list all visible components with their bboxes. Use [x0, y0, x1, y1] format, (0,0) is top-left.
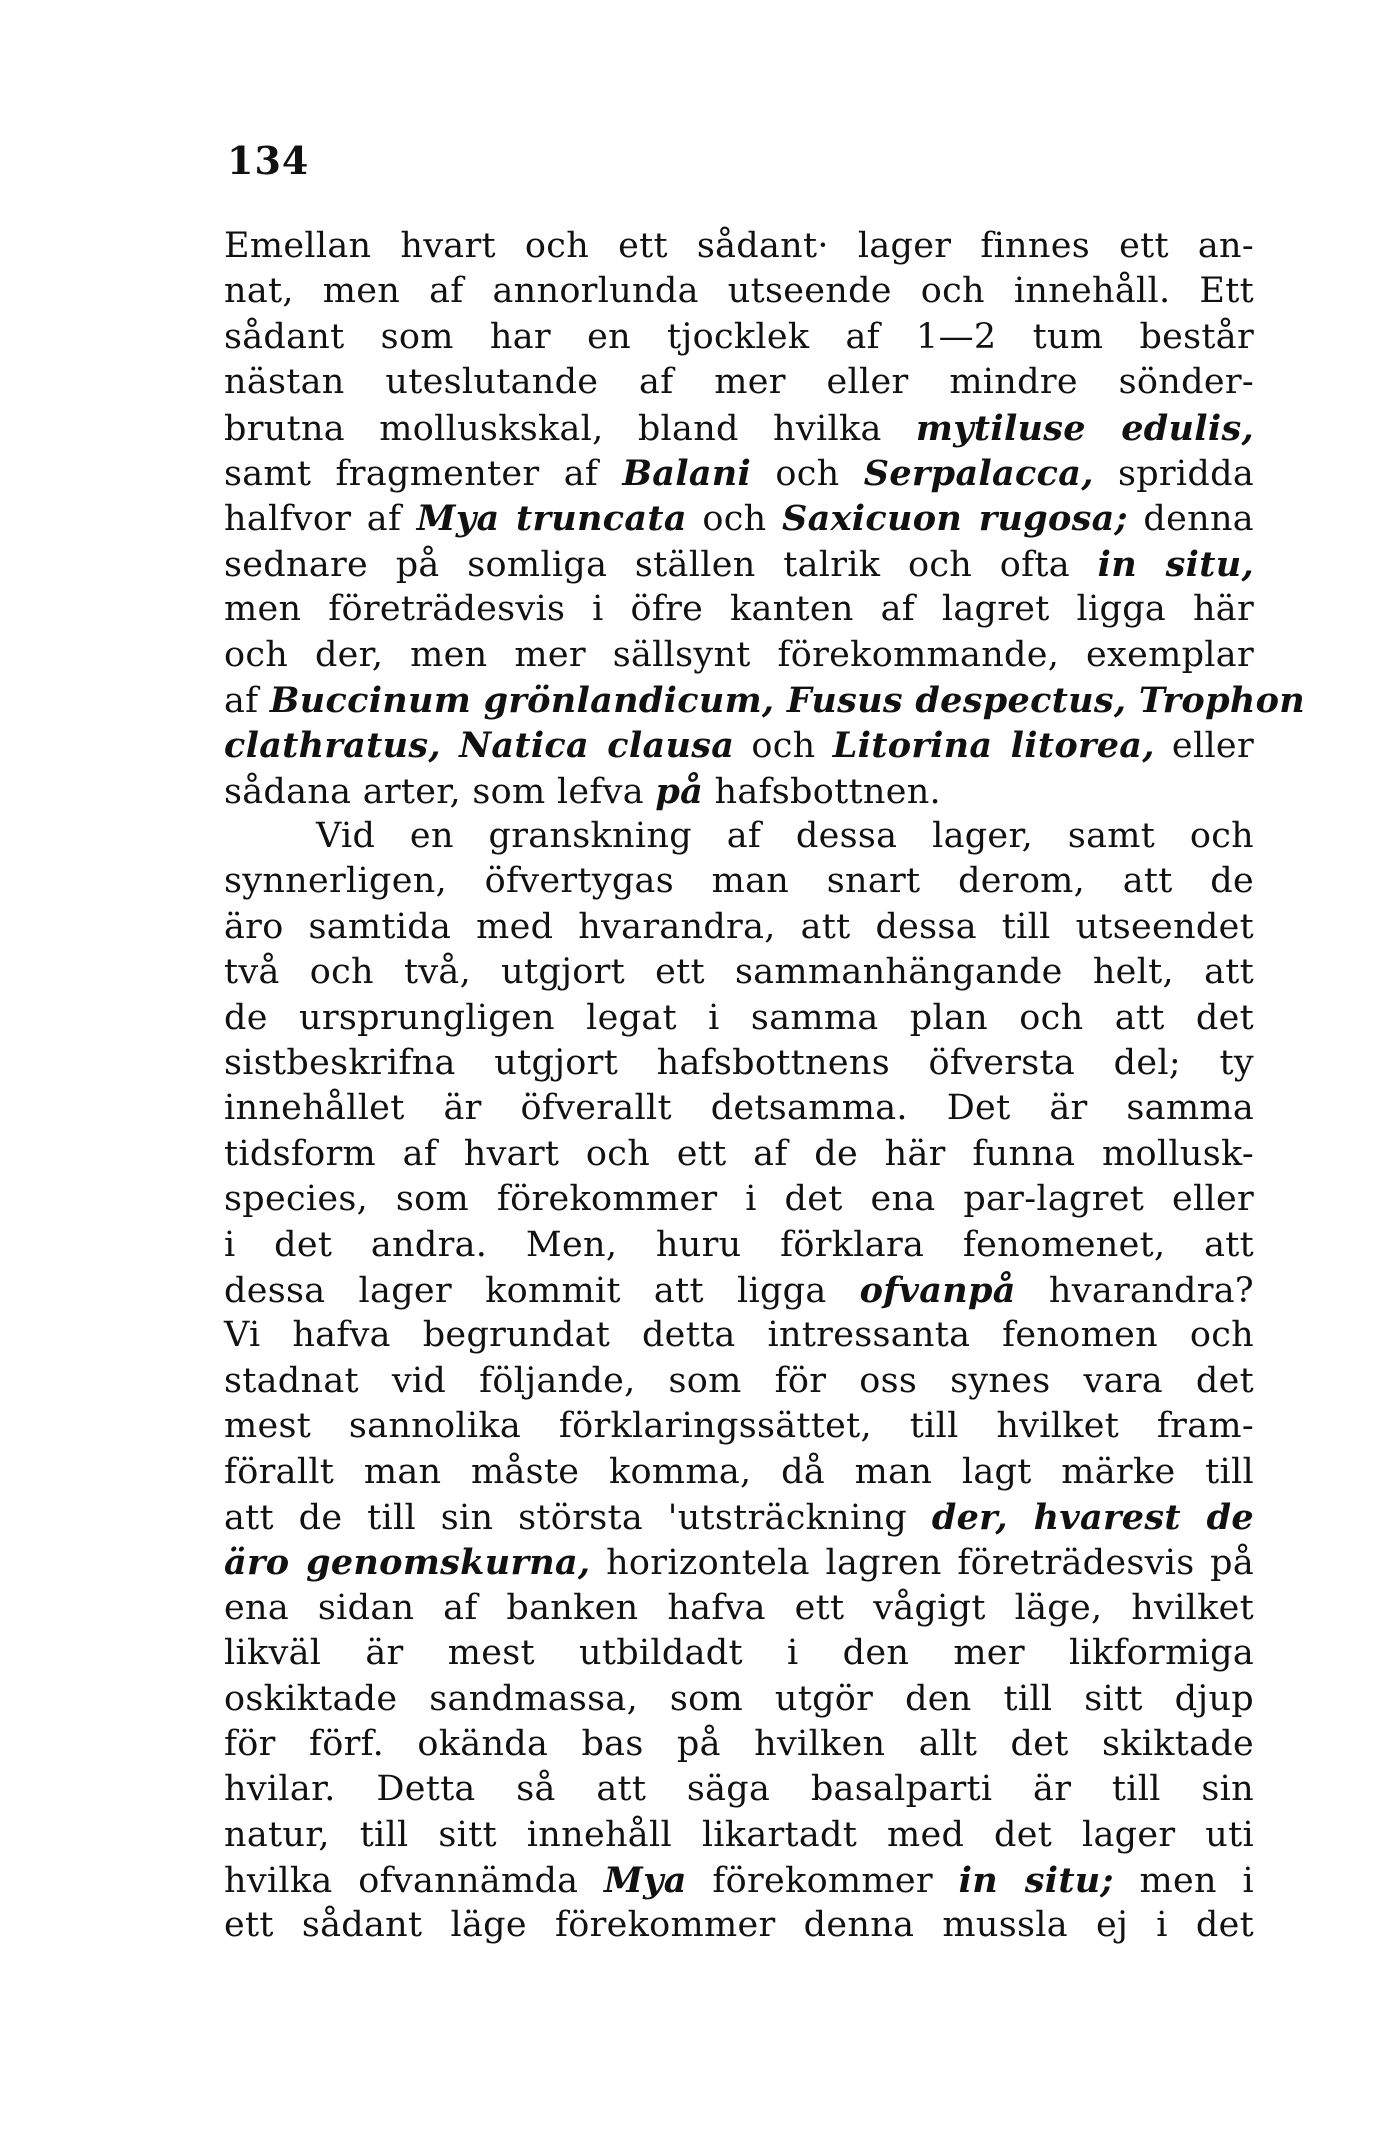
- text-line: [224, 1359, 1254, 1404]
- text-span: hafsbottnen.: [703, 771, 941, 812]
- text-span: samt fragmenter af: [224, 453, 623, 494]
- text-span: hvilka ofvannämda: [224, 1861, 605, 1902]
- italic-text: på: [655, 770, 704, 812]
- italic-text: in situ;: [958, 1860, 1114, 1902]
- italic-text: Buccinum grönlandicum, Fusus despectus, Trophon: [269, 679, 1305, 721]
- italic-text: der, hvarest de: [931, 1496, 1254, 1538]
- text-span: förallt man måste komma, då man lagt märke till: [224, 1451, 1254, 1492]
- text-line: [224, 587, 1254, 632]
- text-span: likväl är mest utbildadt i den mer likformiga: [224, 1633, 1254, 1674]
- text-span: hvilar. Detta så att säga basalparti är till sin: [224, 1769, 1254, 1810]
- text-span: ett sådant läge förekommer denna mussla ej i det: [224, 1905, 1254, 1946]
- text-span: stadnat vid följande, som för oss synes vara det: [224, 1360, 1254, 1401]
- text-span: och: [734, 726, 833, 767]
- text-span: af: [224, 680, 270, 721]
- text-line: [224, 224, 1254, 269]
- text-span: men företrädesvis i öfre kanten af lagret ligga här: [224, 589, 1254, 630]
- text-line: [224, 269, 1254, 314]
- text-span: för förf. okända bas på hvilken allt det skiktade: [224, 1723, 1254, 1764]
- text-span: mest sannolika förklaringssättet, till hvilket fram-: [224, 1406, 1254, 1447]
- text-span: sednare på somliga ställen talrik och ofta: [224, 544, 1098, 585]
- text-span: sistbeskrifna utgjort hafsbottnens öfversta del; ty: [224, 1043, 1254, 1084]
- text-span: sådant som har en tjocklek af 1—2 tum består: [224, 316, 1254, 357]
- text-span: nat, men af annorlunda utseende och innehåll. Ett: [224, 271, 1254, 312]
- italic-text: Litorina litorea,: [832, 725, 1155, 767]
- text-span: species, som förekommer i det ena par-lagret eller: [224, 1179, 1254, 1220]
- text-span: natur, till sitt innehåll likartadt med det lager uti: [224, 1814, 1254, 1855]
- text-line: [224, 1495, 1254, 1540]
- text-span: de ursprungligen legat i samma plan och att det: [224, 997, 1254, 1038]
- text-span: och: [686, 499, 783, 540]
- text-span: ena sidan af banken hafva ett vågigt läge, hvilket: [224, 1587, 1254, 1628]
- text-line: [224, 1041, 1254, 1086]
- text-span: halfvor af: [224, 499, 417, 540]
- text-span: synnerligen, öfvertygas man snart derom, att de: [224, 861, 1254, 902]
- text-span: denna: [1127, 499, 1254, 540]
- text-line: [224, 950, 1254, 995]
- text-span: i det andra. Men, huru förklara fenomenet, att: [224, 1224, 1254, 1265]
- text-line: [224, 542, 1254, 587]
- text-span: Vid en granskning af dessa lager, samt och: [316, 816, 1254, 857]
- text-line: [224, 905, 1254, 950]
- text-line: [224, 859, 1254, 904]
- text-span: två och två, utgjort ett sammanhängande helt, att: [224, 952, 1254, 993]
- text-line: [224, 1586, 1254, 1631]
- italic-text: ofvanpå: [859, 1269, 1016, 1311]
- text-span: innehållet är öfverallt detsamma. Det är samma: [224, 1088, 1254, 1129]
- text-span: förekommer: [686, 1861, 959, 1902]
- text-span: dessa lager kommit att ligga: [224, 1270, 860, 1311]
- page-number: 134: [227, 138, 310, 183]
- text-line: [224, 1450, 1254, 1495]
- text-span: nästan uteslutande af mer eller mindre sönder-: [224, 362, 1254, 403]
- text-line: [224, 1313, 1254, 1358]
- text-span: Emellan hvart och ett sådant· lager finnes ett an-: [224, 226, 1254, 266]
- text-line: [224, 315, 1254, 360]
- body-text: [224, 224, 1305, 1949]
- italic-text: mytiluse edulis,: [915, 407, 1254, 449]
- text-span: horizontela lagren företrädesvis på: [590, 1543, 1255, 1584]
- text-span: och der, men mer sällsynt förekommande, exemplar: [224, 634, 1254, 675]
- text-span: Vi hafva begrundat detta intressanta fenomen och: [224, 1315, 1254, 1356]
- italic-text: Mya: [604, 1860, 687, 1902]
- text-span: äro samtida med hvarandra, att dessa till utseendet: [224, 906, 1254, 947]
- text-line: [224, 1177, 1254, 1222]
- text-span: hvarandra?: [1015, 1270, 1254, 1311]
- text-line: [224, 678, 1305, 723]
- italic-text: Saxicuon rugosa;: [782, 498, 1128, 540]
- text-span: men i: [1113, 1861, 1254, 1902]
- text-line: [224, 1631, 1254, 1676]
- text-span: sådana arter, som lefva: [224, 771, 656, 812]
- text-line: [224, 1722, 1254, 1767]
- italic-text: Mya truncata: [416, 498, 687, 540]
- text-line: [224, 814, 1254, 859]
- text-line: [224, 1268, 1254, 1313]
- italic-text: Balani: [622, 452, 752, 494]
- text-span: brutna molluskskal, bland hvilka: [224, 408, 916, 449]
- text-line: [224, 1677, 1254, 1722]
- italic-text: Serpalacca,: [863, 452, 1094, 494]
- text-line: [224, 1767, 1254, 1812]
- italic-text: clathratus, Natica clausa: [224, 725, 735, 767]
- text-line: [224, 360, 1254, 405]
- text-span: oskiktade sandmassa, som utgör den till sitt djup: [224, 1678, 1254, 1719]
- text-line: [224, 1223, 1254, 1268]
- text-span: och: [751, 453, 864, 494]
- text-line: [224, 633, 1254, 678]
- text-line: [224, 1086, 1254, 1131]
- italic-text: äro genomskurna,: [224, 1542, 591, 1584]
- text-line: [224, 1540, 1254, 1585]
- text-line: [224, 1858, 1254, 1903]
- text-line: [224, 1903, 1254, 1948]
- text-line: [224, 451, 1254, 496]
- text-span: tidsform af hvart och ett af de här funna mollusk-: [224, 1133, 1254, 1174]
- text-span: spridda: [1093, 453, 1255, 494]
- text-line: [224, 406, 1254, 451]
- text-span: eller: [1154, 726, 1254, 767]
- text-line: [224, 769, 1254, 814]
- text-line: [224, 996, 1254, 1041]
- text-span: att de till sin största 'utsträckning: [224, 1497, 932, 1538]
- italic-text: in situ,: [1097, 543, 1254, 585]
- text-line: [224, 1813, 1254, 1858]
- text-line: [224, 496, 1254, 541]
- text-line: [224, 1132, 1254, 1177]
- text-line: [224, 723, 1254, 768]
- text-line: [224, 1404, 1254, 1449]
